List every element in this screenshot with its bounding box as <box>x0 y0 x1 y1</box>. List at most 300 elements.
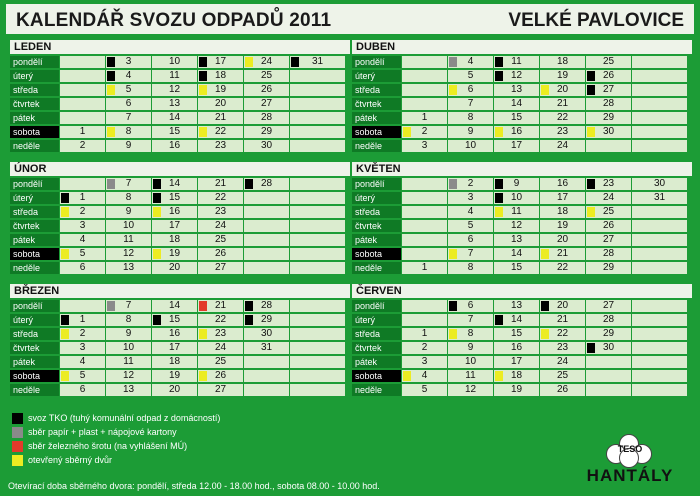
date-number: 18 <box>214 70 227 81</box>
date-cell <box>290 328 345 340</box>
week-row <box>10 356 350 369</box>
day-name: středa <box>352 206 401 218</box>
date-cell <box>402 248 447 260</box>
date-cell <box>152 56 197 68</box>
date-cell <box>198 84 243 96</box>
date-number: 15 <box>510 328 523 339</box>
date-cell <box>402 328 447 340</box>
yellow-marker <box>61 371 69 381</box>
yellow-marker <box>199 85 207 95</box>
day-name: sobota <box>352 126 401 138</box>
week-row <box>10 248 350 261</box>
legend-item <box>12 454 312 467</box>
date-cell <box>494 234 539 246</box>
date-number: 6 <box>467 234 474 245</box>
date-number: 7 <box>125 178 132 189</box>
date-cell <box>60 234 105 246</box>
date-number: 25 <box>214 356 227 367</box>
day-name: sobota <box>352 370 401 382</box>
day-name: úterý <box>352 70 401 82</box>
date-cell <box>586 234 631 246</box>
day-name: neděle <box>352 262 401 274</box>
date-cell <box>402 206 447 218</box>
date-number: 3 <box>79 220 86 231</box>
week-row <box>10 314 350 327</box>
date-cell <box>198 314 243 326</box>
week-row <box>10 112 350 125</box>
date-number: 11 <box>123 234 134 245</box>
red-marker <box>199 301 207 311</box>
date-number: 20 <box>556 84 569 95</box>
week-row <box>10 178 350 191</box>
grey-marker <box>449 179 457 189</box>
month-block-duben <box>352 40 692 156</box>
date-number: 9 <box>467 342 474 353</box>
date-cell <box>152 178 197 190</box>
date-cell <box>244 70 289 82</box>
day-name: pondělí <box>352 56 401 68</box>
date-cell <box>106 300 151 312</box>
date-cell <box>448 370 493 382</box>
day-name: pátek <box>352 356 401 368</box>
date-number: 17 <box>168 220 181 231</box>
date-number: 3 <box>421 140 428 151</box>
date-number: 28 <box>260 112 273 123</box>
date-cell <box>448 262 493 274</box>
date-number: 31 <box>260 342 273 353</box>
day-name: sobota <box>10 370 59 382</box>
date-cell <box>586 328 631 340</box>
date-cell <box>244 248 289 260</box>
date-cell <box>448 248 493 260</box>
day-name: středa <box>352 84 401 96</box>
legend-swatch <box>12 413 23 424</box>
day-name: pondělí <box>10 300 59 312</box>
black-marker <box>245 301 253 311</box>
week-row <box>10 262 350 275</box>
date-cell <box>402 262 447 274</box>
date-number: 19 <box>168 248 181 259</box>
month-name: KVĚTEN <box>352 162 692 176</box>
week-row <box>10 370 350 383</box>
date-cell <box>60 384 105 396</box>
date-cell <box>586 342 631 354</box>
black-marker <box>291 57 299 67</box>
date-number: 3 <box>79 342 86 353</box>
date-number: 29 <box>260 126 273 137</box>
legend-swatch <box>12 455 23 466</box>
date-cell <box>244 300 289 312</box>
date-cell <box>632 70 687 82</box>
date-cell <box>540 206 585 218</box>
date-number: 5 <box>79 248 86 259</box>
date-cell <box>60 112 105 124</box>
date-cell <box>402 98 447 110</box>
date-cell <box>540 98 585 110</box>
date-number: 16 <box>510 342 523 353</box>
date-cell <box>632 112 687 124</box>
date-number: 25 <box>602 206 615 217</box>
date-number: 10 <box>122 342 135 353</box>
date-cell <box>106 262 151 274</box>
week-row <box>352 70 692 83</box>
date-cell <box>244 328 289 340</box>
date-cell <box>244 370 289 382</box>
date-cell <box>60 70 105 82</box>
date-number: 5 <box>467 220 474 231</box>
black-marker <box>199 57 207 67</box>
date-cell <box>244 314 289 326</box>
date-cell <box>586 192 631 204</box>
day-name: neděle <box>352 384 401 396</box>
logo-teso-text: TESO <box>617 444 643 454</box>
date-number: 17 <box>214 56 227 67</box>
yellow-marker <box>61 207 69 217</box>
date-number: 30 <box>260 140 273 151</box>
date-number: 26 <box>260 84 273 95</box>
date-cell <box>152 370 197 382</box>
date-cell <box>586 356 631 368</box>
date-cell <box>494 140 539 152</box>
date-cell <box>632 192 687 204</box>
date-number: 9 <box>125 140 132 151</box>
date-number: 26 <box>602 70 615 81</box>
date-number: 22 <box>556 262 569 273</box>
date-number: 18 <box>510 370 523 381</box>
date-cell <box>60 220 105 232</box>
date-cell <box>152 314 197 326</box>
date-number: 24 <box>260 56 273 67</box>
date-number: 8 <box>125 192 132 203</box>
date-number: 18 <box>168 356 181 367</box>
day-name: čtvrtek <box>10 342 59 354</box>
date-number: 20 <box>214 98 227 109</box>
date-cell <box>152 70 197 82</box>
date-number: 28 <box>602 248 615 259</box>
opening-hours: Otevírací doba sběrného dvora: pondělí, středa 12.00 - 18.00 hod., sobota 08.00 - 10.00 hod. <box>8 481 380 491</box>
yellow-marker <box>495 127 503 137</box>
date-cell <box>632 56 687 68</box>
date-number: 20 <box>556 300 569 311</box>
date-number: 2 <box>421 126 428 137</box>
date-cell <box>152 84 197 96</box>
date-number: 3 <box>125 56 132 67</box>
date-number: 6 <box>467 84 474 95</box>
date-cell <box>152 248 197 260</box>
date-cell <box>586 70 631 82</box>
date-cell <box>494 84 539 96</box>
date-cell <box>448 328 493 340</box>
date-cell <box>540 370 585 382</box>
date-number: 19 <box>214 84 227 95</box>
date-cell <box>494 112 539 124</box>
date-cell <box>60 248 105 260</box>
date-number: 3 <box>421 356 428 367</box>
date-number: 25 <box>214 234 227 245</box>
date-number: 20 <box>556 234 569 245</box>
date-number: 14 <box>510 248 523 259</box>
grey-marker <box>107 301 115 311</box>
date-number: 20 <box>168 262 181 273</box>
day-name: pátek <box>10 356 59 368</box>
date-cell <box>448 342 493 354</box>
date-cell <box>60 328 105 340</box>
date-cell <box>152 206 197 218</box>
month-name: ÚNOR <box>10 162 350 176</box>
date-number: 16 <box>168 206 181 217</box>
date-number: 11 <box>465 370 476 381</box>
yellow-marker <box>495 207 503 217</box>
month-name: BŘEZEN <box>10 284 350 298</box>
hantaly-logo <box>574 434 686 492</box>
black-marker <box>587 71 595 81</box>
date-cell <box>290 56 345 68</box>
date-number: 28 <box>602 314 615 325</box>
date-cell <box>586 300 631 312</box>
date-cell <box>152 384 197 396</box>
date-cell <box>448 192 493 204</box>
black-marker <box>541 301 549 311</box>
date-number: 30 <box>260 328 273 339</box>
date-number: 8 <box>467 262 474 273</box>
date-number: 10 <box>464 356 477 367</box>
date-cell <box>540 300 585 312</box>
yellow-marker <box>449 249 457 259</box>
date-number: 16 <box>168 140 181 151</box>
date-cell <box>106 206 151 218</box>
black-marker <box>153 193 161 203</box>
date-cell <box>586 56 631 68</box>
date-cell <box>632 234 687 246</box>
day-name: úterý <box>10 192 59 204</box>
date-number: 13 <box>168 98 181 109</box>
date-number: 31 <box>311 56 324 67</box>
date-cell <box>494 220 539 232</box>
date-cell <box>106 370 151 382</box>
yellow-marker <box>107 85 115 95</box>
date-number: 18 <box>556 56 569 67</box>
week-row <box>10 56 350 69</box>
date-cell <box>402 112 447 124</box>
date-cell <box>586 178 631 190</box>
grey-marker <box>107 179 115 189</box>
week-row <box>352 314 692 327</box>
black-marker <box>107 71 115 81</box>
date-cell <box>198 206 243 218</box>
date-number: 2 <box>79 140 86 151</box>
yellow-marker <box>403 127 411 137</box>
week-row <box>352 206 692 219</box>
date-number: 26 <box>602 220 615 231</box>
date-cell <box>290 140 345 152</box>
date-cell <box>494 56 539 68</box>
date-cell <box>586 370 631 382</box>
date-number: 28 <box>260 178 273 189</box>
date-cell <box>244 342 289 354</box>
date-cell <box>402 70 447 82</box>
date-cell <box>60 140 105 152</box>
date-cell <box>244 84 289 96</box>
day-name: čtvrtek <box>10 98 59 110</box>
date-number: 7 <box>125 112 132 123</box>
date-cell <box>448 178 493 190</box>
date-cell <box>244 56 289 68</box>
date-cell <box>448 220 493 232</box>
week-row <box>10 328 350 341</box>
week-row <box>10 206 350 219</box>
date-cell <box>632 314 687 326</box>
day-name: úterý <box>352 314 401 326</box>
day-name: neděle <box>352 140 401 152</box>
date-cell <box>586 126 631 138</box>
date-cell <box>586 248 631 260</box>
date-cell <box>60 178 105 190</box>
date-cell <box>632 178 687 190</box>
black-marker <box>245 179 253 189</box>
date-number: 20 <box>168 384 181 395</box>
date-number: 30 <box>653 178 666 189</box>
date-cell <box>586 98 631 110</box>
date-cell <box>540 314 585 326</box>
yellow-marker <box>153 249 161 259</box>
legend-swatch <box>12 427 23 438</box>
date-cell <box>494 98 539 110</box>
date-cell <box>494 206 539 218</box>
date-cell <box>632 384 687 396</box>
date-number: 1 <box>79 314 86 325</box>
black-marker <box>587 179 595 189</box>
date-cell <box>494 384 539 396</box>
date-cell <box>540 140 585 152</box>
date-number: 15 <box>168 126 181 137</box>
date-cell <box>586 206 631 218</box>
week-row <box>10 126 350 139</box>
yellow-marker <box>107 127 115 137</box>
legend-text: otevřený sběrný dvůr <box>28 455 113 465</box>
date-cell <box>402 126 447 138</box>
day-name: pátek <box>352 112 401 124</box>
date-number: 27 <box>214 384 227 395</box>
yellow-marker <box>495 371 503 381</box>
date-number: 14 <box>510 98 523 109</box>
date-cell <box>152 234 197 246</box>
date-number: 12 <box>122 370 135 381</box>
date-cell <box>244 234 289 246</box>
date-cell <box>540 262 585 274</box>
date-number: 22 <box>214 192 227 203</box>
date-cell <box>448 206 493 218</box>
date-cell <box>60 370 105 382</box>
date-cell <box>152 356 197 368</box>
date-number: 13 <box>510 234 523 245</box>
date-cell <box>106 220 151 232</box>
date-number: 21 <box>214 112 227 123</box>
month-block-leden <box>10 40 350 156</box>
date-cell <box>448 356 493 368</box>
date-cell <box>494 300 539 312</box>
date-cell <box>106 84 151 96</box>
date-cell <box>106 178 151 190</box>
black-marker <box>449 301 457 311</box>
title-bar <box>6 4 694 34</box>
day-name: sobota <box>10 126 59 138</box>
date-cell <box>540 248 585 260</box>
date-cell <box>152 140 197 152</box>
date-cell <box>402 370 447 382</box>
week-row <box>352 262 692 275</box>
date-cell <box>290 112 345 124</box>
day-name: úterý <box>352 192 401 204</box>
day-name: středa <box>10 84 59 96</box>
week-row <box>352 220 692 233</box>
grey-marker <box>449 57 457 67</box>
date-number: 11 <box>123 356 134 367</box>
date-cell <box>60 314 105 326</box>
yellow-marker <box>449 329 457 339</box>
date-number: 21 <box>556 98 569 109</box>
black-marker <box>107 57 115 67</box>
week-row <box>352 84 692 97</box>
day-name: sobota <box>10 248 59 260</box>
week-row <box>352 300 692 313</box>
date-cell <box>448 84 493 96</box>
date-cell <box>244 178 289 190</box>
date-cell <box>290 126 345 138</box>
date-cell <box>198 98 243 110</box>
date-cell <box>244 262 289 274</box>
date-cell <box>198 140 243 152</box>
week-row <box>352 384 692 397</box>
yellow-marker <box>541 85 549 95</box>
date-cell <box>448 314 493 326</box>
yellow-marker <box>541 329 549 339</box>
date-cell <box>60 192 105 204</box>
week-row <box>352 56 692 69</box>
date-number: 5 <box>125 84 132 95</box>
date-number: 3 <box>467 192 474 203</box>
date-cell <box>244 220 289 232</box>
date-number: 12 <box>510 70 523 81</box>
date-number: 1 <box>421 328 428 339</box>
date-cell <box>402 342 447 354</box>
date-number: 13 <box>510 300 523 311</box>
date-number: 2 <box>467 178 474 189</box>
black-marker <box>587 343 595 353</box>
month-block-březen <box>10 284 350 400</box>
date-number: 15 <box>510 262 523 273</box>
date-number: 14 <box>168 112 181 123</box>
date-cell <box>494 178 539 190</box>
date-number: 1 <box>421 112 428 123</box>
date-number: 17 <box>556 192 569 203</box>
date-cell <box>290 192 345 204</box>
yellow-marker <box>245 57 253 67</box>
date-cell <box>632 248 687 260</box>
yellow-marker <box>449 85 457 95</box>
week-row <box>352 112 692 125</box>
date-cell <box>244 356 289 368</box>
date-cell <box>540 342 585 354</box>
date-cell <box>632 84 687 96</box>
date-cell <box>632 328 687 340</box>
date-cell <box>244 140 289 152</box>
date-number: 14 <box>168 178 181 189</box>
date-number: 22 <box>214 314 227 325</box>
date-number: 25 <box>260 70 273 81</box>
date-cell <box>290 84 345 96</box>
date-cell <box>244 206 289 218</box>
date-number: 7 <box>467 98 474 109</box>
